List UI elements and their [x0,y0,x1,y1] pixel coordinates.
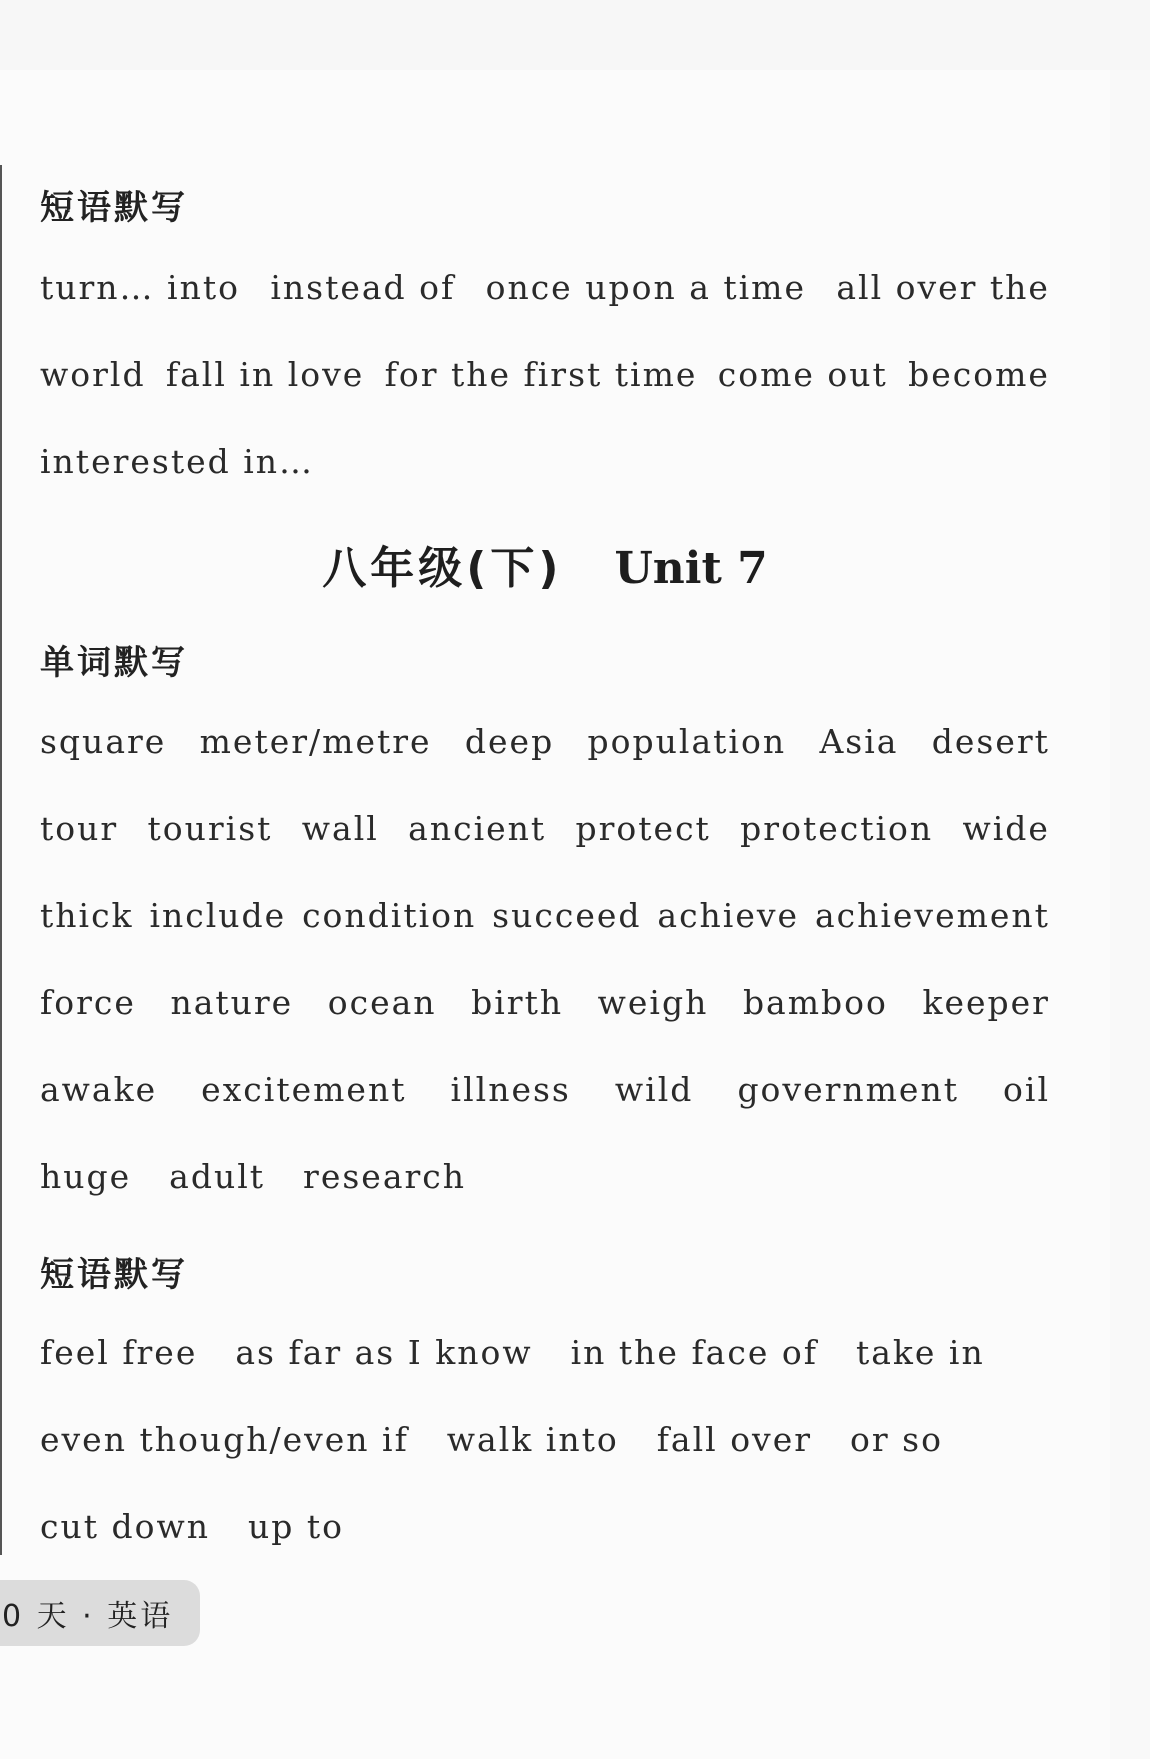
word-item: excitement [201,1070,407,1109]
phrase-item: all over the [836,268,1050,307]
phrase-item: instead of [270,268,456,307]
word-item: desert [931,722,1050,761]
word-line-6 [40,1157,1050,1196]
phrase-line-5 [40,1420,1050,1459]
phrase-item: feel free [40,1333,198,1372]
phrase-item: in the face of [570,1333,818,1372]
page-left-edge-rule [0,165,2,1555]
word-item: meter/metre [199,722,432,761]
word-item: wild [614,1070,694,1109]
word-item: adult [169,1157,266,1196]
word-item: Asia [819,722,899,761]
phrase-item: come out [717,355,888,394]
word-item: tourist [147,809,273,848]
word-item: achievement [814,896,1050,935]
word-item: protection [740,809,934,848]
phrase-item: fall over [656,1420,813,1459]
phrase-item: become [908,355,1050,394]
phrase-item: turn… into [40,268,240,307]
phrase-line-4 [40,1333,1050,1372]
word-item: weigh [597,983,709,1022]
page-right-margin [1110,70,1150,1759]
word-item: deep [464,722,555,761]
phrase-item: fall in love [165,355,365,394]
word-line-4 [40,983,1050,1022]
word-item: bamboo [742,983,888,1022]
word-line-2 [40,809,1050,848]
unit-title-unit: Unit 7 [614,543,768,594]
word-item: protect [575,809,711,848]
word-item: tour [40,809,119,848]
word-item: wide [962,809,1050,848]
word-item: illness [450,1070,571,1109]
word-line-1 [40,722,1050,761]
word-item: wall [301,809,379,848]
word-line-3 [40,896,1050,935]
word-item: succeed [492,896,642,935]
section-heading-words: 单词默写 [40,643,188,683]
phrase-item: as far as I know [235,1333,533,1372]
phrase-item: even though/even if [40,1420,409,1459]
section-heading-phrases-2: 短语默写 [40,1255,188,1295]
phrase-item: up to [247,1507,344,1546]
phrase-line-2 [40,355,1050,394]
phrase-line-6 [40,1507,1050,1546]
word-item: population [587,722,787,761]
phrase-item: for the first time [384,355,698,394]
word-item: achieve [657,896,800,935]
word-item: thick [40,896,134,935]
phrase-item: once upon a time [485,268,806,307]
word-item: nature [170,983,294,1022]
word-item: birth [471,983,564,1022]
word-line-5 [40,1070,1050,1109]
section-heading-phrases-1: 短语默写 [40,188,188,228]
phrase-item: walk into [446,1420,619,1459]
word-item: research [303,1157,466,1196]
footer-label: 0 天 · 英语 [2,1599,174,1634]
word-item: government [737,1070,959,1109]
word-item: keeper [922,983,1050,1022]
phrase-item: take in [855,1333,985,1372]
word-item: square [40,722,167,761]
page-top-margin [0,0,1150,70]
word-item: oil [1003,1070,1050,1109]
unit-title [0,532,1090,596]
phrase-item: world [40,355,146,394]
word-item: ancient [408,809,547,848]
phrase-line-3 [40,442,1050,481]
phrase-line-1 [40,268,1050,307]
word-item: include [149,896,287,935]
phrase-item: interested in… [40,442,315,481]
word-item: force [40,983,136,1022]
word-item: ocean [327,983,437,1022]
word-item: awake [40,1070,158,1109]
word-item: huge [40,1157,132,1196]
word-item: condition [302,896,477,935]
phrase-item: cut down [40,1507,210,1546]
phrase-item: or so [850,1420,943,1459]
unit-title-grade: 八年级(下) [322,543,563,594]
